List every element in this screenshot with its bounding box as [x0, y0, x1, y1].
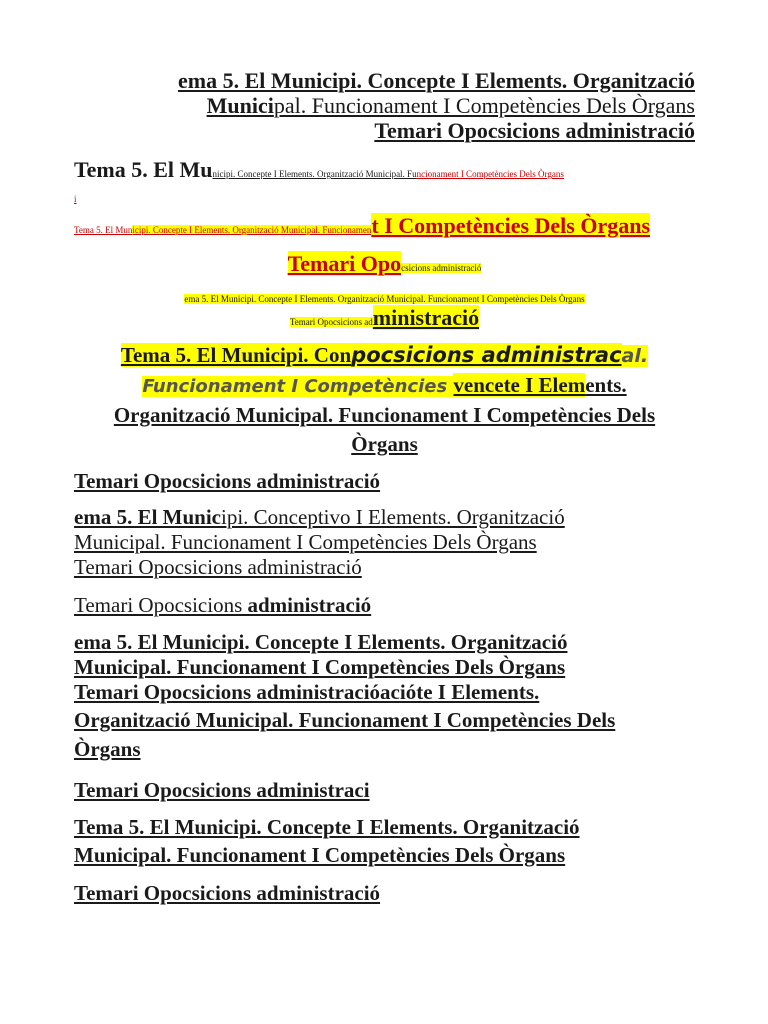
bold-para-line-5: Òrgans	[74, 737, 141, 761]
tiny-fragment: i	[74, 194, 77, 204]
small-red-prefix: Tema 5. El Mun	[74, 225, 133, 235]
para-seg-e: vencete I Elem	[453, 373, 586, 397]
para2-normal: ipi. Conceptivo I Elements. Organització	[221, 505, 565, 529]
temari-normal: Temari Opocsicions	[74, 593, 248, 617]
small-centered-line	[74, 292, 695, 306]
para2-bold: ema 5. El Munic	[74, 505, 221, 529]
bold-para-line-1: ema 5. El Municipi. Concepte I Elements. Organització	[74, 630, 568, 654]
title-line-2-normal: pal. Funcionament I Competències Dels Òrgans	[273, 93, 695, 118]
bold-para2-line-2: Municipal. Funcionament I Competències Dels Òrgans	[74, 843, 566, 867]
title-line-2-bold: Munici	[206, 93, 274, 118]
centered-mixed-paragraph	[74, 341, 695, 459]
para-seg-a: Tema 5. El Municipi. Con	[120, 343, 352, 367]
bold-para-line-3: Temari Opocsicions administracióacióte I Elements.	[74, 680, 540, 704]
bold-para2-line-1: Tema 5. El Municipi. Concepte I Elements. Organització	[74, 815, 580, 839]
mixed-size-line-3	[74, 250, 695, 282]
para-seg-d: Funcionament I Competències	[142, 376, 454, 397]
temari-mixed-line	[74, 592, 695, 618]
para2-line-2: Municipal. Funcionament I Competències Dels Òrgans	[74, 530, 537, 554]
mixed-size-line-1	[74, 157, 695, 187]
para-seg-h: Òrgans	[351, 432, 418, 456]
bold-para-line-2: Municipal. Funcionament I Competències Dels Òrgans	[74, 655, 566, 679]
temari-heading-1: Temari Opocsicions administració	[74, 469, 381, 493]
mixed-size-line-2	[74, 212, 695, 244]
temari-bold: administració	[247, 593, 372, 617]
para2-line-3: Temari Opocsicions administració	[74, 555, 362, 579]
mixed-size-line-4	[74, 305, 695, 335]
temari-heading-3: Temari Opocsicions administració	[74, 881, 381, 905]
small-red-fragment: ncionament I Competències Dels Òrgans	[416, 169, 564, 179]
small-fragment: nicipi. Concepte I Elements. Organització Municipal. Fu	[212, 169, 417, 179]
para-seg-b: pocsicions administrac	[351, 343, 622, 367]
temari-highlight: Temari Opo	[287, 251, 402, 276]
small-temari-prefix: Temari Opocsicions ad	[289, 317, 373, 327]
title-line-3: Temari Opocsicions administració	[374, 118, 695, 143]
bold-paragraph-1	[74, 630, 695, 763]
small-highlight-fragment: icipi. Concepte I Elements. Organització Municipal. Funcionamen	[132, 225, 372, 235]
temari-small-suffix: csicions administració	[401, 263, 482, 273]
small-highlight-line: ema 5. El Municipi. Concepte I Elements. Organització Municipal. Funcionament I Competències Dels Òrgans	[184, 294, 585, 304]
large-highlight-fragment: t I Competències Dels Òrgans	[371, 213, 651, 238]
para-seg-f: ents.	[585, 373, 627, 397]
title-block-right	[74, 68, 695, 143]
temari-heading-2: Temari Opocsicions administraci	[74, 778, 370, 802]
large-ministracio: ministració	[372, 305, 480, 330]
title-line-1: ema 5. El Municipi. Concepte I Elements. Organització	[178, 68, 695, 93]
heading-fragment: Tema 5. El Mu	[74, 157, 213, 182]
title-line-2	[74, 93, 695, 118]
bold-para-line-4: Organització Municipal. Funcionament I Competències Dels	[74, 708, 616, 732]
bold-paragraph-2	[74, 813, 695, 869]
para-seg-g: Organització Municipal. Funcionament I Competències Dels	[113, 403, 656, 427]
para-seg-c: al.	[621, 345, 649, 367]
mixed-paragraph-2	[74, 505, 695, 580]
